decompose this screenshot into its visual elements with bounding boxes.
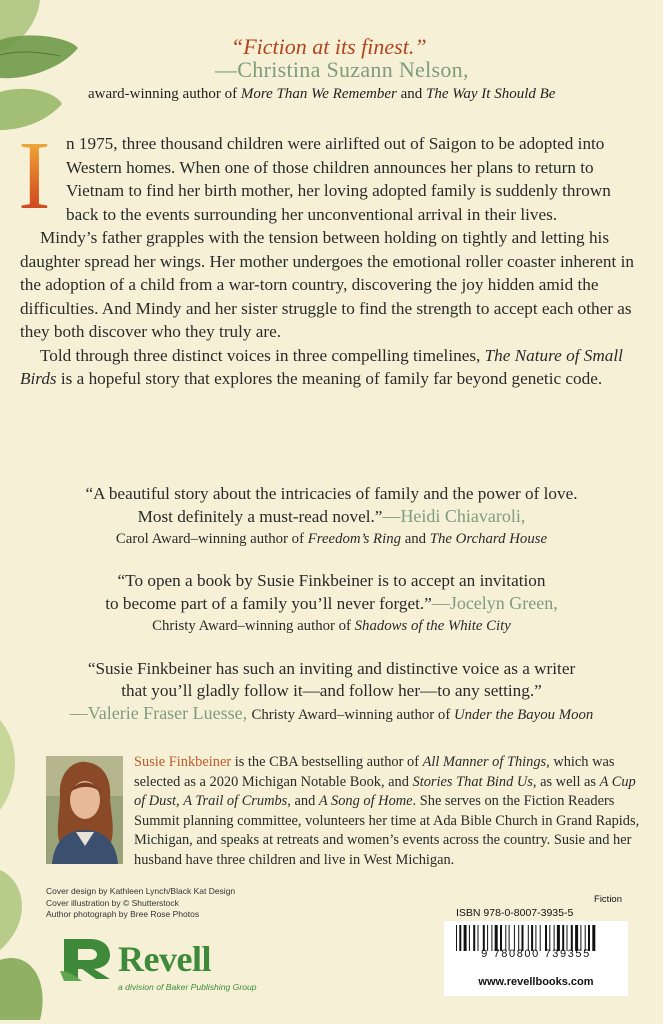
credit-text: and [396, 86, 426, 102]
endorsement-text: that you’ll gladly follow it—and follow her—to any setting.” [121, 681, 542, 700]
credit-book-title: Under the Bayou Moon [453, 707, 594, 723]
endorser-line [0, 702, 663, 726]
author-name: Susie Finkbeiner [134, 754, 232, 770]
barcode-digits: 9 780800 739355 [481, 948, 591, 960]
top-quote-attribution: —Christina Suzann Nelson, [215, 57, 469, 82]
paragraph-text: n 1975, three thousand children were airlifted out of Saigon to be adopted into Western homes. When one of those children announces her plans to return to Vietnam to find her birth mother, her loving adopted family is suddenly thrown back to the events surrounding her unconventional arrival in their lives. [66, 134, 611, 224]
book-title: The Nature of Small Birds [20, 345, 623, 388]
bio-book-title: A Cup of Dust [134, 773, 636, 810]
credit-book-title: The Orchard House [429, 531, 548, 547]
credit-line: Author photograph by Bree Rose Photos [46, 909, 200, 919]
endorsement-text: “A beautiful story about the intricacies of family and the power of love. [85, 484, 578, 503]
bio-book-title: A Trail of Crumbs [183, 793, 288, 810]
endorsement-text: “Susie Finkbeiner has such an inviting and distinctive voice as a writer [87, 659, 576, 678]
bio-book-title: All Manner of Things [422, 754, 547, 770]
isbn-label: ISBN 978-0-8007-3935-5 [456, 907, 574, 919]
barcode-block [444, 895, 628, 999]
revell-r-icon [60, 935, 114, 981]
bio-book-title: A Song of Home [318, 793, 413, 810]
bio-text: , [175, 793, 184, 810]
credit-line: Cover illustration by © Shutterstock [46, 897, 179, 908]
paragraph-text: Told through three distinct voices in three compelling timelines, [40, 345, 485, 365]
top-quote-credit [88, 86, 555, 103]
paragraph-text: is a hopeful story that explores the meaning of family far beyond genetic code. [56, 369, 603, 388]
description-paragraph-1 [18, 122, 640, 230]
drop-cap: I [18, 136, 62, 222]
endorsement-text: to become part of a family you’ll never forget.” [105, 594, 432, 613]
credit-text: and [401, 531, 430, 547]
credit-book-title: Freedom’s Ring [307, 531, 402, 547]
endorser-name: —Jocelyn Green, [431, 593, 558, 613]
endorsement-text-line [0, 505, 663, 528]
author-photo [46, 756, 123, 864]
endorsement-1 [0, 483, 663, 550]
endorsement-text: Most definitely a must-read novel.” [137, 507, 383, 526]
credit-line: Cover design by Kathleen Lynch/Black Kat Design [46, 886, 236, 896]
genre-label: Fiction [594, 894, 622, 905]
bio-text: , as well as [532, 773, 600, 790]
endorser-name: —Heidi Chiavaroli, [382, 506, 526, 526]
credit-text: Carol Award–winning author of [115, 531, 308, 547]
publisher-url: www.revellbooks.com [478, 976, 594, 988]
endorsement-text-line [0, 592, 663, 615]
endorsement-3 [0, 658, 663, 726]
endorser-credit [0, 528, 663, 550]
book-description [18, 122, 640, 391]
bio-text: . She serves on the Fiction Readers Summit planning committee, volunteers her time at Ada Bible Church in Grand Rapids, Michigan, and speaks at retreats and women’s events across the country. Susie and her husband have three children and live in West Michigan. [134, 793, 640, 868]
publisher-name: Revell [118, 939, 211, 979]
bio-book-title: Stories That Bind Us [412, 773, 533, 790]
credit-book-title: The Way It Should Be [426, 86, 556, 102]
credit-text: Christy Award–winning author of [251, 707, 454, 723]
top-quote-text: “Fiction at its finest.” [231, 34, 427, 59]
endorsement-2 [0, 570, 663, 637]
endorser-name: —Valerie Fraser Luesse, [69, 703, 248, 723]
publisher-tagline: a division of Baker Publishing Group [118, 982, 257, 992]
endorser-credit [0, 615, 663, 637]
credit-text: award-winning author of [88, 86, 241, 102]
bio-text: , which was selected as a 2020 Michigan Notable Book, and [134, 754, 615, 790]
credit-text: Christy Award–winning author of [152, 618, 355, 634]
description-paragraph-2: Mindy’s father grapples with the tension between holding on tightly and letting his daughter spread her wings. Her mother undergoes the emotional roller coaster inherent in the adoption of a child from a war-torn country, discovering the joy hidden amid the difficulties. And Mindy and her sister struggle to find the strength to accept each other as they both discover who they truly are. [20, 228, 634, 341]
production-credits [46, 886, 235, 921]
credit-book-title: More Than We Remember [240, 86, 397, 102]
author-bio [134, 753, 642, 871]
description-paragraph-3 [20, 344, 640, 391]
endorsement-text: “To open a book by Susie Finkbeiner is to accept an invitation [117, 571, 546, 590]
credit-book-title: Shadows of the White City [354, 618, 511, 634]
bio-text: is the CBA bestselling author of [231, 754, 423, 770]
bio-text: , and [287, 793, 319, 810]
